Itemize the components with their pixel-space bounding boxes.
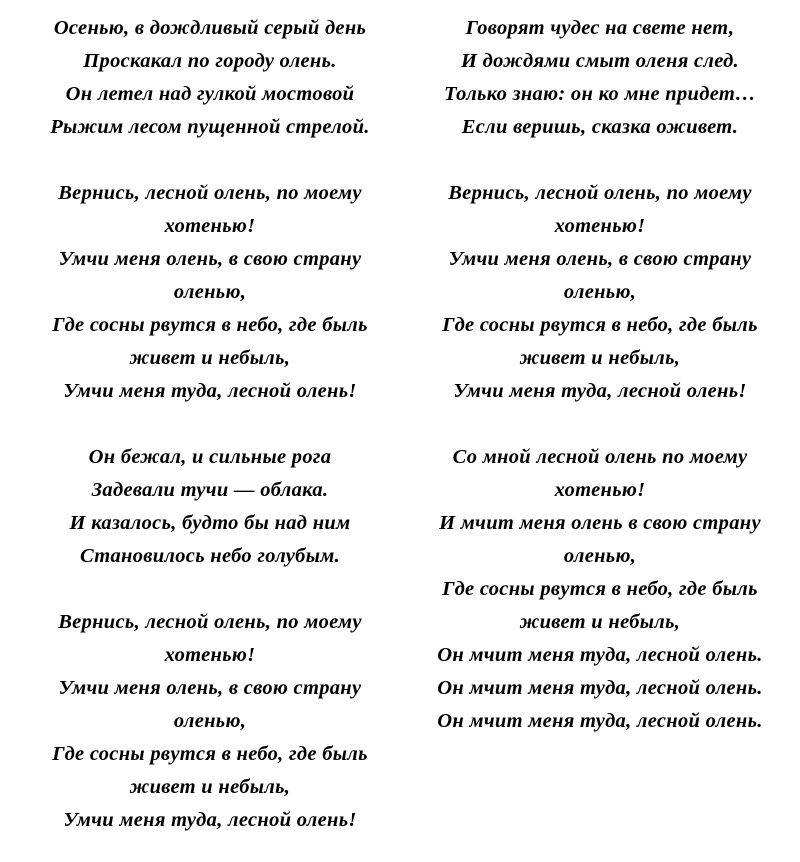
chorus-line: Умчи меня туда, лесной олень! xyxy=(453,380,747,402)
stanza-line: Только знаю: он ко мне придет… xyxy=(444,83,756,105)
stanza-1 xyxy=(20,12,400,144)
chorus-line: Умчи меня туда, лесной олень! xyxy=(63,380,357,402)
chorus-line: Где сосны рвутся в небо, где быль xyxy=(52,743,368,765)
chorus-line: оленью, xyxy=(563,545,637,567)
stanza-line: И казалось, будто бы над ним xyxy=(69,512,351,534)
stanza-2 xyxy=(20,441,400,573)
stanza-gap xyxy=(20,573,400,606)
chorus-line: хотенью! xyxy=(554,479,646,501)
stanza-line: Проскакал по городу олень. xyxy=(83,50,337,72)
stanza-line: Становилось небо голубым. xyxy=(79,545,341,567)
chorus-line: Умчи меня туда, лесной олень! xyxy=(63,809,357,831)
chorus-line: живет и небыль, xyxy=(519,347,681,369)
stanza-line: Если веришь, сказка оживет. xyxy=(461,116,739,138)
stanza-line: Рыжим лесом пущенной стрелой. xyxy=(50,116,370,138)
chorus-line: живет и небыль, xyxy=(129,347,291,369)
chorus-line: Со мной лесной олень по моему xyxy=(452,446,748,468)
chorus-2 xyxy=(20,606,400,837)
chorus-line: живет и небыль, xyxy=(519,611,681,633)
chorus-line: Умчи меня олень, в свою страну xyxy=(58,248,362,270)
chorus-line: оленью, xyxy=(173,281,247,303)
stanza-gap xyxy=(20,144,400,177)
chorus-3 xyxy=(410,177,790,408)
stanza-3 xyxy=(410,12,790,144)
chorus-line: Он мчит меня туда, лесной олень. xyxy=(437,677,763,699)
chorus-line: живет и небыль, xyxy=(129,776,291,798)
chorus-line: Где сосны рвутся в небо, где быль xyxy=(442,314,758,336)
stanza-line: Осенью, в дождливый серый день xyxy=(53,17,367,39)
chorus-line: Умчи меня олень, в свою страну xyxy=(448,248,752,270)
chorus-line: Он мчит меня туда, лесной олень. xyxy=(437,710,763,732)
chorus-line: хотенью! xyxy=(554,215,646,237)
stanza-line: Он летел над гулкой мостовой xyxy=(65,83,355,105)
left-column xyxy=(20,12,400,837)
stanza-gap xyxy=(410,144,790,177)
chorus-line: оленью, xyxy=(563,281,637,303)
chorus-line: оленью, xyxy=(173,710,247,732)
chorus-line: хотенью! xyxy=(164,644,256,666)
stanza-line: Задевали тучи — облака. xyxy=(91,479,329,501)
stanza-gap xyxy=(410,408,790,441)
stanza-line: Говорят чудес на свете нет, xyxy=(465,17,735,39)
chorus-line: Где сосны рвутся в небо, где быль xyxy=(442,578,758,600)
final-chorus xyxy=(410,441,790,738)
chorus-line: Он мчит меня туда, лесной олень. xyxy=(437,644,763,666)
chorus-line: Умчи меня олень, в свою страну xyxy=(58,677,362,699)
chorus-line: И мчит меня олень в свою страну xyxy=(439,512,761,534)
chorus-line: Вернись, лесной олень, по моему xyxy=(58,611,362,633)
stanza-line: И дождями смыт оленя след. xyxy=(461,50,739,72)
chorus-1 xyxy=(20,177,400,408)
chorus-line: Вернись, лесной олень, по моему xyxy=(448,182,752,204)
right-column xyxy=(410,12,790,738)
chorus-line: хотенью! xyxy=(164,215,256,237)
stanza-gap xyxy=(20,408,400,441)
chorus-line: Вернись, лесной олень, по моему xyxy=(58,182,362,204)
stanza-line: Он бежал, и сильные рога xyxy=(88,446,332,468)
chorus-line: Где сосны рвутся в небо, где быль xyxy=(52,314,368,336)
